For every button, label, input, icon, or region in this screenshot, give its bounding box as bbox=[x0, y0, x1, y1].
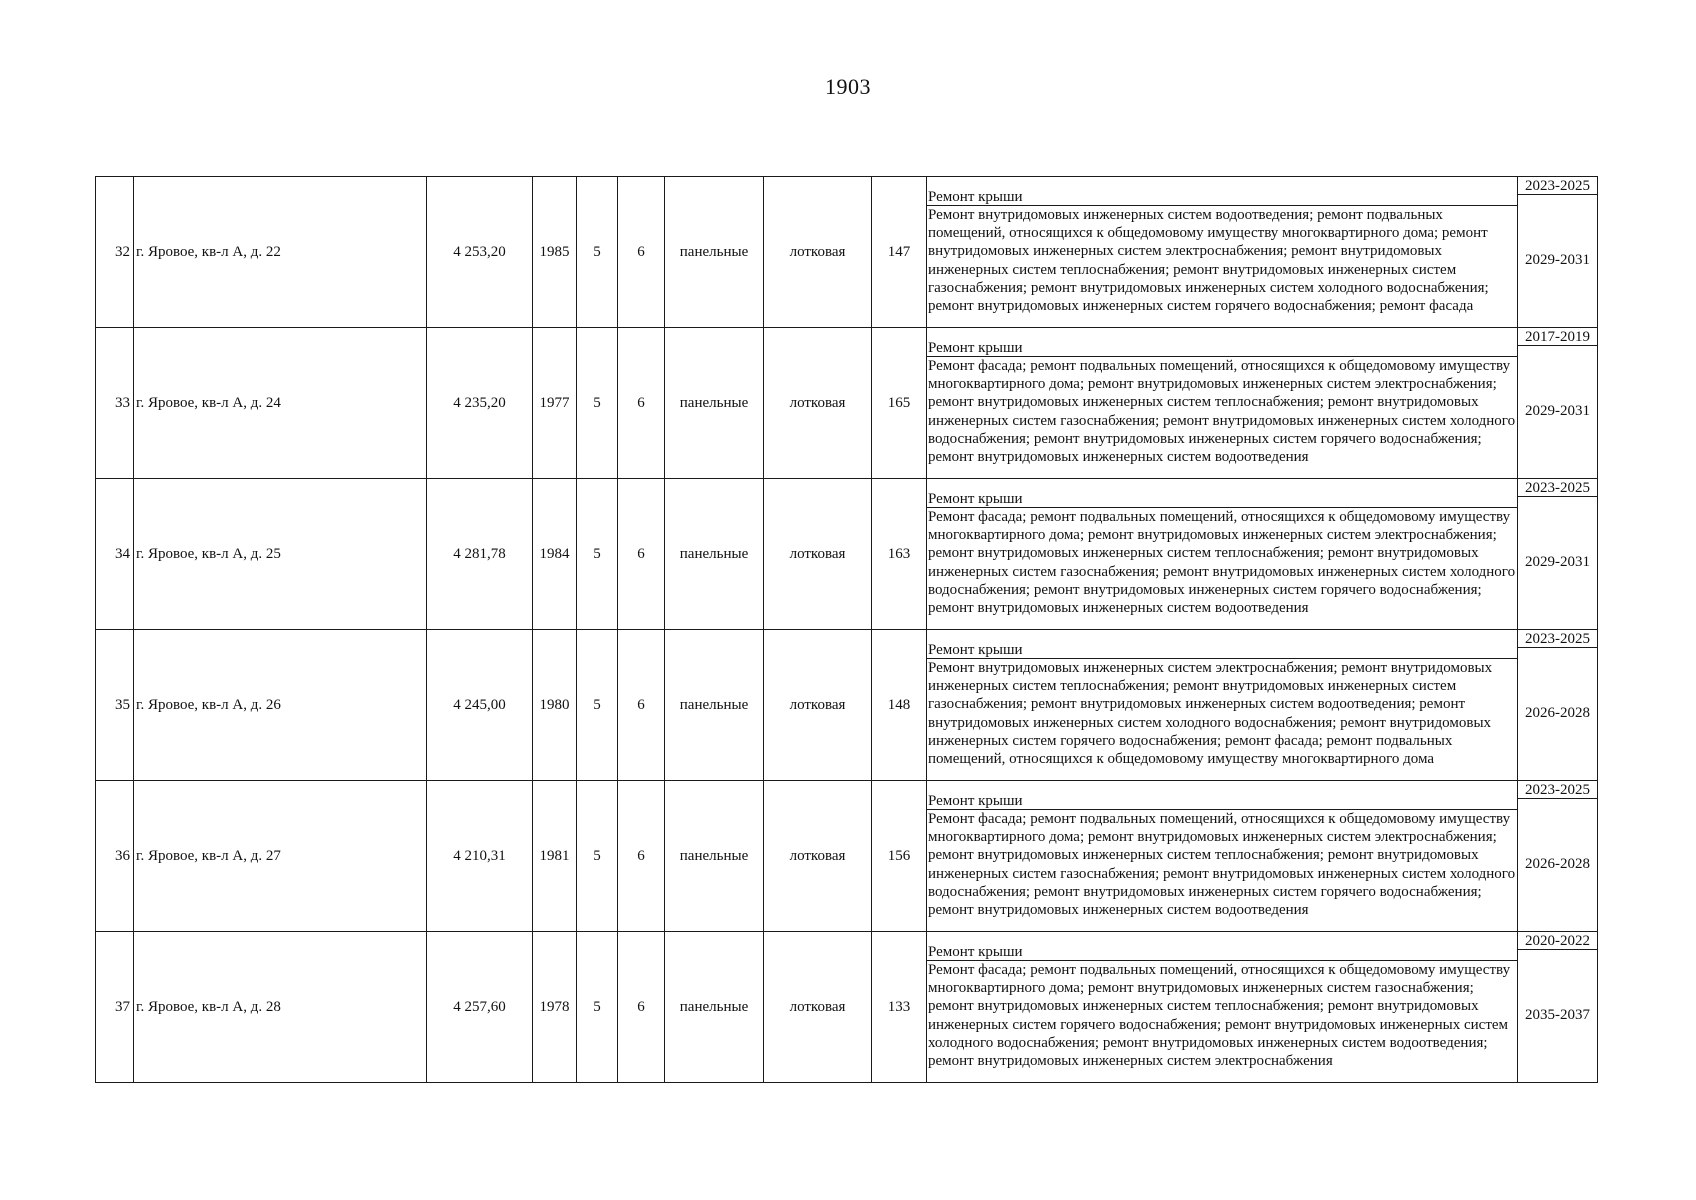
period-roof: 2023-2025 bbox=[1518, 631, 1597, 648]
area-cell: 4 210,31 bbox=[427, 781, 533, 932]
works-cell bbox=[927, 177, 1518, 328]
period-other: 2026-2028 bbox=[1525, 705, 1590, 721]
floors-cell: 5 bbox=[577, 177, 618, 328]
period-other: 2029-2031 bbox=[1525, 403, 1590, 419]
address-cell: г. Яровое, кв-л А, д. 28 bbox=[134, 932, 427, 1083]
entrances-cell: 6 bbox=[618, 781, 665, 932]
periods-cell bbox=[1518, 328, 1598, 479]
periods-cell bbox=[1518, 479, 1598, 630]
housing-repair-table bbox=[95, 176, 1598, 1083]
year-cell: 1978 bbox=[533, 932, 577, 1083]
period-other: 2029-2031 bbox=[1525, 554, 1590, 570]
entrances-cell: 6 bbox=[618, 630, 665, 781]
work-roof: Ремонт крыши bbox=[927, 793, 1517, 810]
row-number: 34 bbox=[96, 479, 134, 630]
wall-material-cell: панельные bbox=[665, 932, 764, 1083]
table-row bbox=[96, 177, 1598, 328]
floors-cell: 5 bbox=[577, 479, 618, 630]
apartments-cell: 147 bbox=[872, 177, 927, 328]
area-cell: 4 281,78 bbox=[427, 479, 533, 630]
work-roof: Ремонт крыши bbox=[927, 491, 1517, 508]
roof-type-cell: лотковая bbox=[764, 630, 872, 781]
year-cell: 1977 bbox=[533, 328, 577, 479]
period-other: 2035-2037 bbox=[1525, 1007, 1590, 1023]
period-roof: 2023-2025 bbox=[1518, 178, 1597, 195]
year-cell: 1980 bbox=[533, 630, 577, 781]
work-other: Ремонт фасада; ремонт подвальных помещений, относящихся к общедомовому имуществу многоквартирного дома; ремонт внутридомовых инженерных систем электроснабжения; ремонт внутридомовых инженерных систем теплоснабжения; ремонт внутридомовых инженерных систем газоснабжения; ремонт внутридомовых инженерных систем холодного водоснабжения; ремонт внутридомовых инженерных систем горячего водоснабжения; ремонт внутридомовых инженерных систем водоотведения bbox=[928, 357, 1516, 465]
periods-cell bbox=[1518, 932, 1598, 1083]
apartments-cell: 156 bbox=[872, 781, 927, 932]
row-number: 37 bbox=[96, 932, 134, 1083]
year-cell: 1985 bbox=[533, 177, 577, 328]
area-cell: 4 245,00 bbox=[427, 630, 533, 781]
row-number: 32 bbox=[96, 177, 134, 328]
works-cell bbox=[927, 932, 1518, 1083]
wall-material-cell: панельные bbox=[665, 328, 764, 479]
row-number: 33 bbox=[96, 328, 134, 479]
apartments-cell: 148 bbox=[872, 630, 927, 781]
roof-type-cell: лотковая bbox=[764, 781, 872, 932]
entrances-cell: 6 bbox=[618, 177, 665, 328]
period-roof: 2017-2019 bbox=[1518, 329, 1597, 346]
work-roof: Ремонт крыши bbox=[927, 189, 1517, 206]
entrances-cell: 6 bbox=[618, 479, 665, 630]
roof-type-cell: лотковая bbox=[764, 177, 872, 328]
address-cell: г. Яровое, кв-л А, д. 24 bbox=[134, 328, 427, 479]
work-other: Ремонт внутридомовых инженерных систем водоотведения; ремонт подвальных помещений, относящихся к общедомовому имуществу многоквартирного дома; ремонт внутридомовых инженерных систем электроснабжения; ремонт внутридомовых инженерных систем теплоснабжения; ремонт внутридомовых инженерных систем газоснабжения; ремонт внутридомовых инженерных систем холодного водоснабжения; ремонт внутридомовых инженерных систем горячего водоснабжения; ремонт фасада bbox=[928, 206, 1489, 314]
work-other: Ремонт фасада; ремонт подвальных помещений, относящихся к общедомовому имуществу многоквартирного дома; ремонт внутридомовых инженерных систем электроснабжения; ремонт внутридомовых инженерных систем теплоснабжения; ремонт внутридомовых инженерных систем газоснабжения; ремонт внутридомовых инженерных систем холодного водоснабжения; ремонт внутридомовых инженерных систем горячего водоснабжения; ремонт внутридомовых инженерных систем водоотведения bbox=[928, 810, 1516, 918]
apartments-cell: 165 bbox=[872, 328, 927, 479]
row-number: 36 bbox=[96, 781, 134, 932]
work-roof: Ремонт крыши bbox=[927, 642, 1517, 659]
period-other: 2029-2031 bbox=[1525, 252, 1590, 268]
floors-cell: 5 bbox=[577, 932, 618, 1083]
table-row bbox=[96, 932, 1598, 1083]
work-roof: Ремонт крыши bbox=[927, 944, 1517, 961]
apartments-cell: 163 bbox=[872, 479, 927, 630]
row-number: 35 bbox=[96, 630, 134, 781]
address-cell: г. Яровое, кв-л А, д. 22 bbox=[134, 177, 427, 328]
table-row bbox=[96, 781, 1598, 932]
works-cell bbox=[927, 328, 1518, 479]
periods-cell bbox=[1518, 630, 1598, 781]
year-cell: 1984 bbox=[533, 479, 577, 630]
wall-material-cell: панельные bbox=[665, 479, 764, 630]
work-roof: Ремонт крыши bbox=[927, 340, 1517, 357]
work-other: Ремонт фасада; ремонт подвальных помещений, относящихся к общедомовому имуществу многоквартирного дома; ремонт внутридомовых инженерных систем газоснабжения; ремонт внутридомовых инженерных систем теплоснабжения; ремонт внутридомовых инженерных систем горячего водоснабжения; ремонт внутридомовых инженерных систем холодного водоснабжения; ремонт внутридомовых инженерных систем водоотведения; ремонт внутридомовых инженерных систем электроснабжения bbox=[928, 961, 1511, 1069]
wall-material-cell: панельные bbox=[665, 177, 764, 328]
floors-cell: 5 bbox=[577, 781, 618, 932]
period-other: 2026-2028 bbox=[1525, 856, 1590, 872]
works-cell bbox=[927, 781, 1518, 932]
roof-type-cell: лотковая bbox=[764, 328, 872, 479]
work-other: Ремонт внутридомовых инженерных систем электроснабжения; ремонт внутридомовых инженерных систем теплоснабжения; ремонт внутридомовых инженерных систем газоснабжения; ремонт внутридомовых инженерных систем водоотведения; ремонт внутридомовых инженерных систем холодного водоснабжения; ремонт внутридомовых инженерных систем горячего водоснабжения; ремонт фасада; ремонт подвальных помещений, относящихся к общедомовому имуществу многоквартирного дома bbox=[928, 659, 1493, 767]
area-cell: 4 253,20 bbox=[427, 177, 533, 328]
address-cell: г. Яровое, кв-л А, д. 26 bbox=[134, 630, 427, 781]
address-cell: г. Яровое, кв-л А, д. 25 bbox=[134, 479, 427, 630]
periods-cell bbox=[1518, 177, 1598, 328]
wall-material-cell: панельные bbox=[665, 781, 764, 932]
works-cell bbox=[927, 479, 1518, 630]
page-number: 1903 bbox=[825, 74, 871, 99]
period-roof: 2023-2025 bbox=[1518, 480, 1597, 497]
wall-material-cell: панельные bbox=[665, 630, 764, 781]
roof-type-cell: лотковая bbox=[764, 932, 872, 1083]
roof-type-cell: лотковая bbox=[764, 479, 872, 630]
floors-cell: 5 bbox=[577, 328, 618, 479]
area-cell: 4 235,20 bbox=[427, 328, 533, 479]
entrances-cell: 6 bbox=[618, 932, 665, 1083]
table-row bbox=[96, 328, 1598, 479]
period-roof: 2023-2025 bbox=[1518, 782, 1597, 799]
area-cell: 4 257,60 bbox=[427, 932, 533, 1083]
table-body bbox=[96, 177, 1598, 1083]
work-other: Ремонт фасада; ремонт подвальных помещений, относящихся к общедомовому имуществу многоквартирного дома; ремонт внутридомовых инженерных систем электроснабжения; ремонт внутридомовых инженерных систем теплоснабжения; ремонт внутридомовых инженерных систем газоснабжения; ремонт внутридомовых инженерных систем холодного водоснабжения; ремонт внутридомовых инженерных систем горячего водоснабжения; ремонт внутридомовых инженерных систем водоотведения bbox=[928, 508, 1516, 616]
table-row bbox=[96, 479, 1598, 630]
address-cell: г. Яровое, кв-л А, д. 27 bbox=[134, 781, 427, 932]
works-cell bbox=[927, 630, 1518, 781]
periods-cell bbox=[1518, 781, 1598, 932]
entrances-cell: 6 bbox=[618, 328, 665, 479]
year-cell: 1981 bbox=[533, 781, 577, 932]
table-row bbox=[96, 630, 1598, 781]
apartments-cell: 133 bbox=[872, 932, 927, 1083]
floors-cell: 5 bbox=[577, 630, 618, 781]
period-roof: 2020-2022 bbox=[1518, 933, 1597, 950]
